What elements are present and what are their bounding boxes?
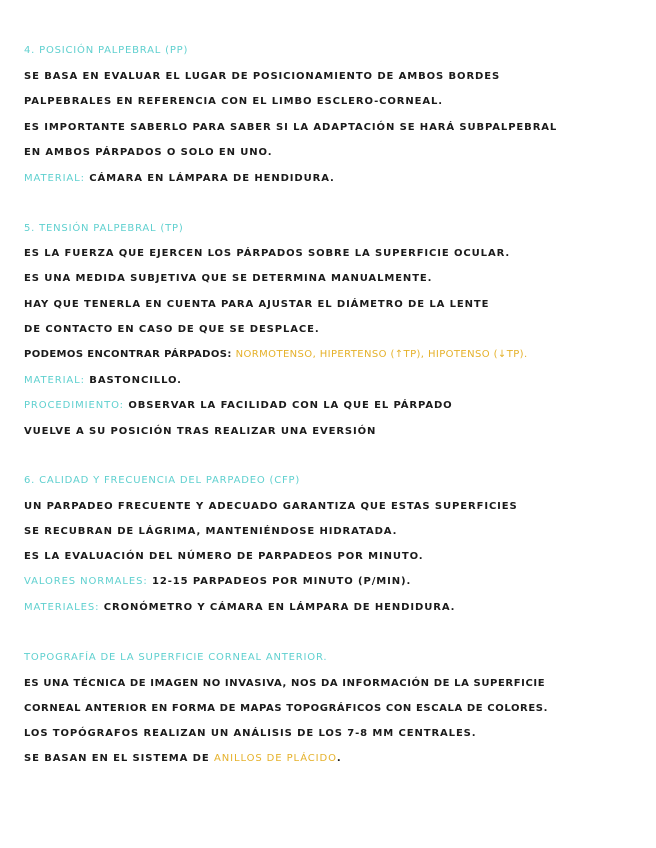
eyelid-types-prefix: PODEMOS ENCONTRAR PÁRPADOS: [24,349,232,360]
section-4-title: 4. POSICIÓN PALPEBRAL (PP) [24,45,189,56]
topography-line-4-prefix: SE BASAN EN EL SISTEMA DE [24,753,210,764]
section-6-values [24,575,411,589]
eyelid-types-values: NORMOTENSO, HIPERTENSO (↑TP), HIPOTENSO (↓TP). [235,349,528,360]
section-6-title: 6. CALIDAD Y FRECUENCIA DEL PARPADEO (CFP) [24,475,301,486]
section-6-line-2: SE RECUBRAN DE LÁGRIMA, MANTENIÉNDOSE HIDRATADA. [24,526,398,537]
section-4-line-3: ES IMPORTANTE SABERLO PARA SABER SI LA ADAPTACIÓN SE HARÁ SUBPALPEBRAL [24,122,558,133]
topography-line-3: LOS TOPÓGRAFOS REALIZAN UN ANÁLISIS DE LOS 7-8 MM CENTRALES. [24,728,477,739]
values-text: 12-15 PARPADEOS POR MINUTO (P/MIN). [152,576,412,587]
topography-line-4 [24,752,342,766]
section-6-line-1: UN PARPADEO FRECUENTE Y ADECUADO GARANTIZA QUE ESTAS SUPERFICIES [24,501,518,512]
procedure-text: OBSERVAR LA FACILIDAD CON LA QUE EL PÁRPADO [128,400,453,411]
topography-line-2: CORNEAL ANTERIOR EN FORMA DE MAPAS TOPOGRÁFICOS CON ESCALA DE COLORES. [24,703,548,714]
section-5-line-3: HAY QUE TENERLA EN CUENTA PARA AJUSTAR EL DIÁMETRO DE LA LENTE [24,299,490,310]
section-5-line-1: ES LA FUERZA QUE EJERCEN LOS PÁRPADOS SOBRE LA SUPERFICIE OCULAR. [24,248,511,259]
section-5-procedure [24,399,453,413]
material-label: MATERIAL: [24,375,85,386]
topography-title: TOPOGRAFÍA DE LA SUPERFICIE CORNEAL ANTERIOR. [24,652,328,663]
material-text: BASTONCILLO. [89,375,182,386]
materials-label: MATERIALES: [24,602,100,613]
section-6-line-3: ES LA EVALUACIÓN DEL NÚMERO DE PARPADEOS POR MINUTO. [24,551,424,562]
section-5-line-4: DE CONTACTO EN CASO DE QUE SE DESPLACE. [24,324,320,335]
placido-rings-highlight: ANILLOS DE PLÁCIDO [214,753,337,764]
section-4-material [24,172,335,186]
procedure-label: PROCEDIMIENTO: [24,400,124,411]
section-4-line-2: PALPEBRALES EN REFERENCIA CON EL LIMBO ESCLERO-CORNEAL. [24,96,443,107]
section-5-title: 5. TENSIÓN PALPEBRAL (TP) [24,223,184,234]
values-label: VALORES NORMALES: [24,576,148,587]
section-4-line-4: EN AMBOS PÁRPADOS O SOLO EN UNO. [24,147,273,158]
section-6-materials [24,601,455,615]
section-5-eyelid-types [24,348,528,362]
section-4-line-1: SE BASA EN EVALUAR EL LUGAR DE POSICIONAMIENTO DE AMBOS BORDES [24,71,501,82]
material-text: CÁMARA EN LÁMPARA DE HENDIDURA. [89,173,335,184]
materials-text: CRONÓMETRO Y CÁMARA EN LÁMPARA DE HENDIDURA. [103,602,456,613]
topography-line-4-suffix: . [336,753,342,764]
topography-line-1: ES UNA TÉCNICA DE IMAGEN NO INVASIVA, NOS DA INFORMACIÓN DE LA SUPERFICIE [24,678,546,689]
section-5-material [24,374,182,388]
section-5-line-2: ES UNA MEDIDA SUBJETIVA QUE SE DETERMINA MANUALMENTE. [24,273,433,284]
material-label: MATERIAL: [24,173,85,184]
section-5-procedure-cont: VUELVE A SU POSICIÓN TRAS REALIZAR UNA EVERSIÓN [24,426,377,437]
